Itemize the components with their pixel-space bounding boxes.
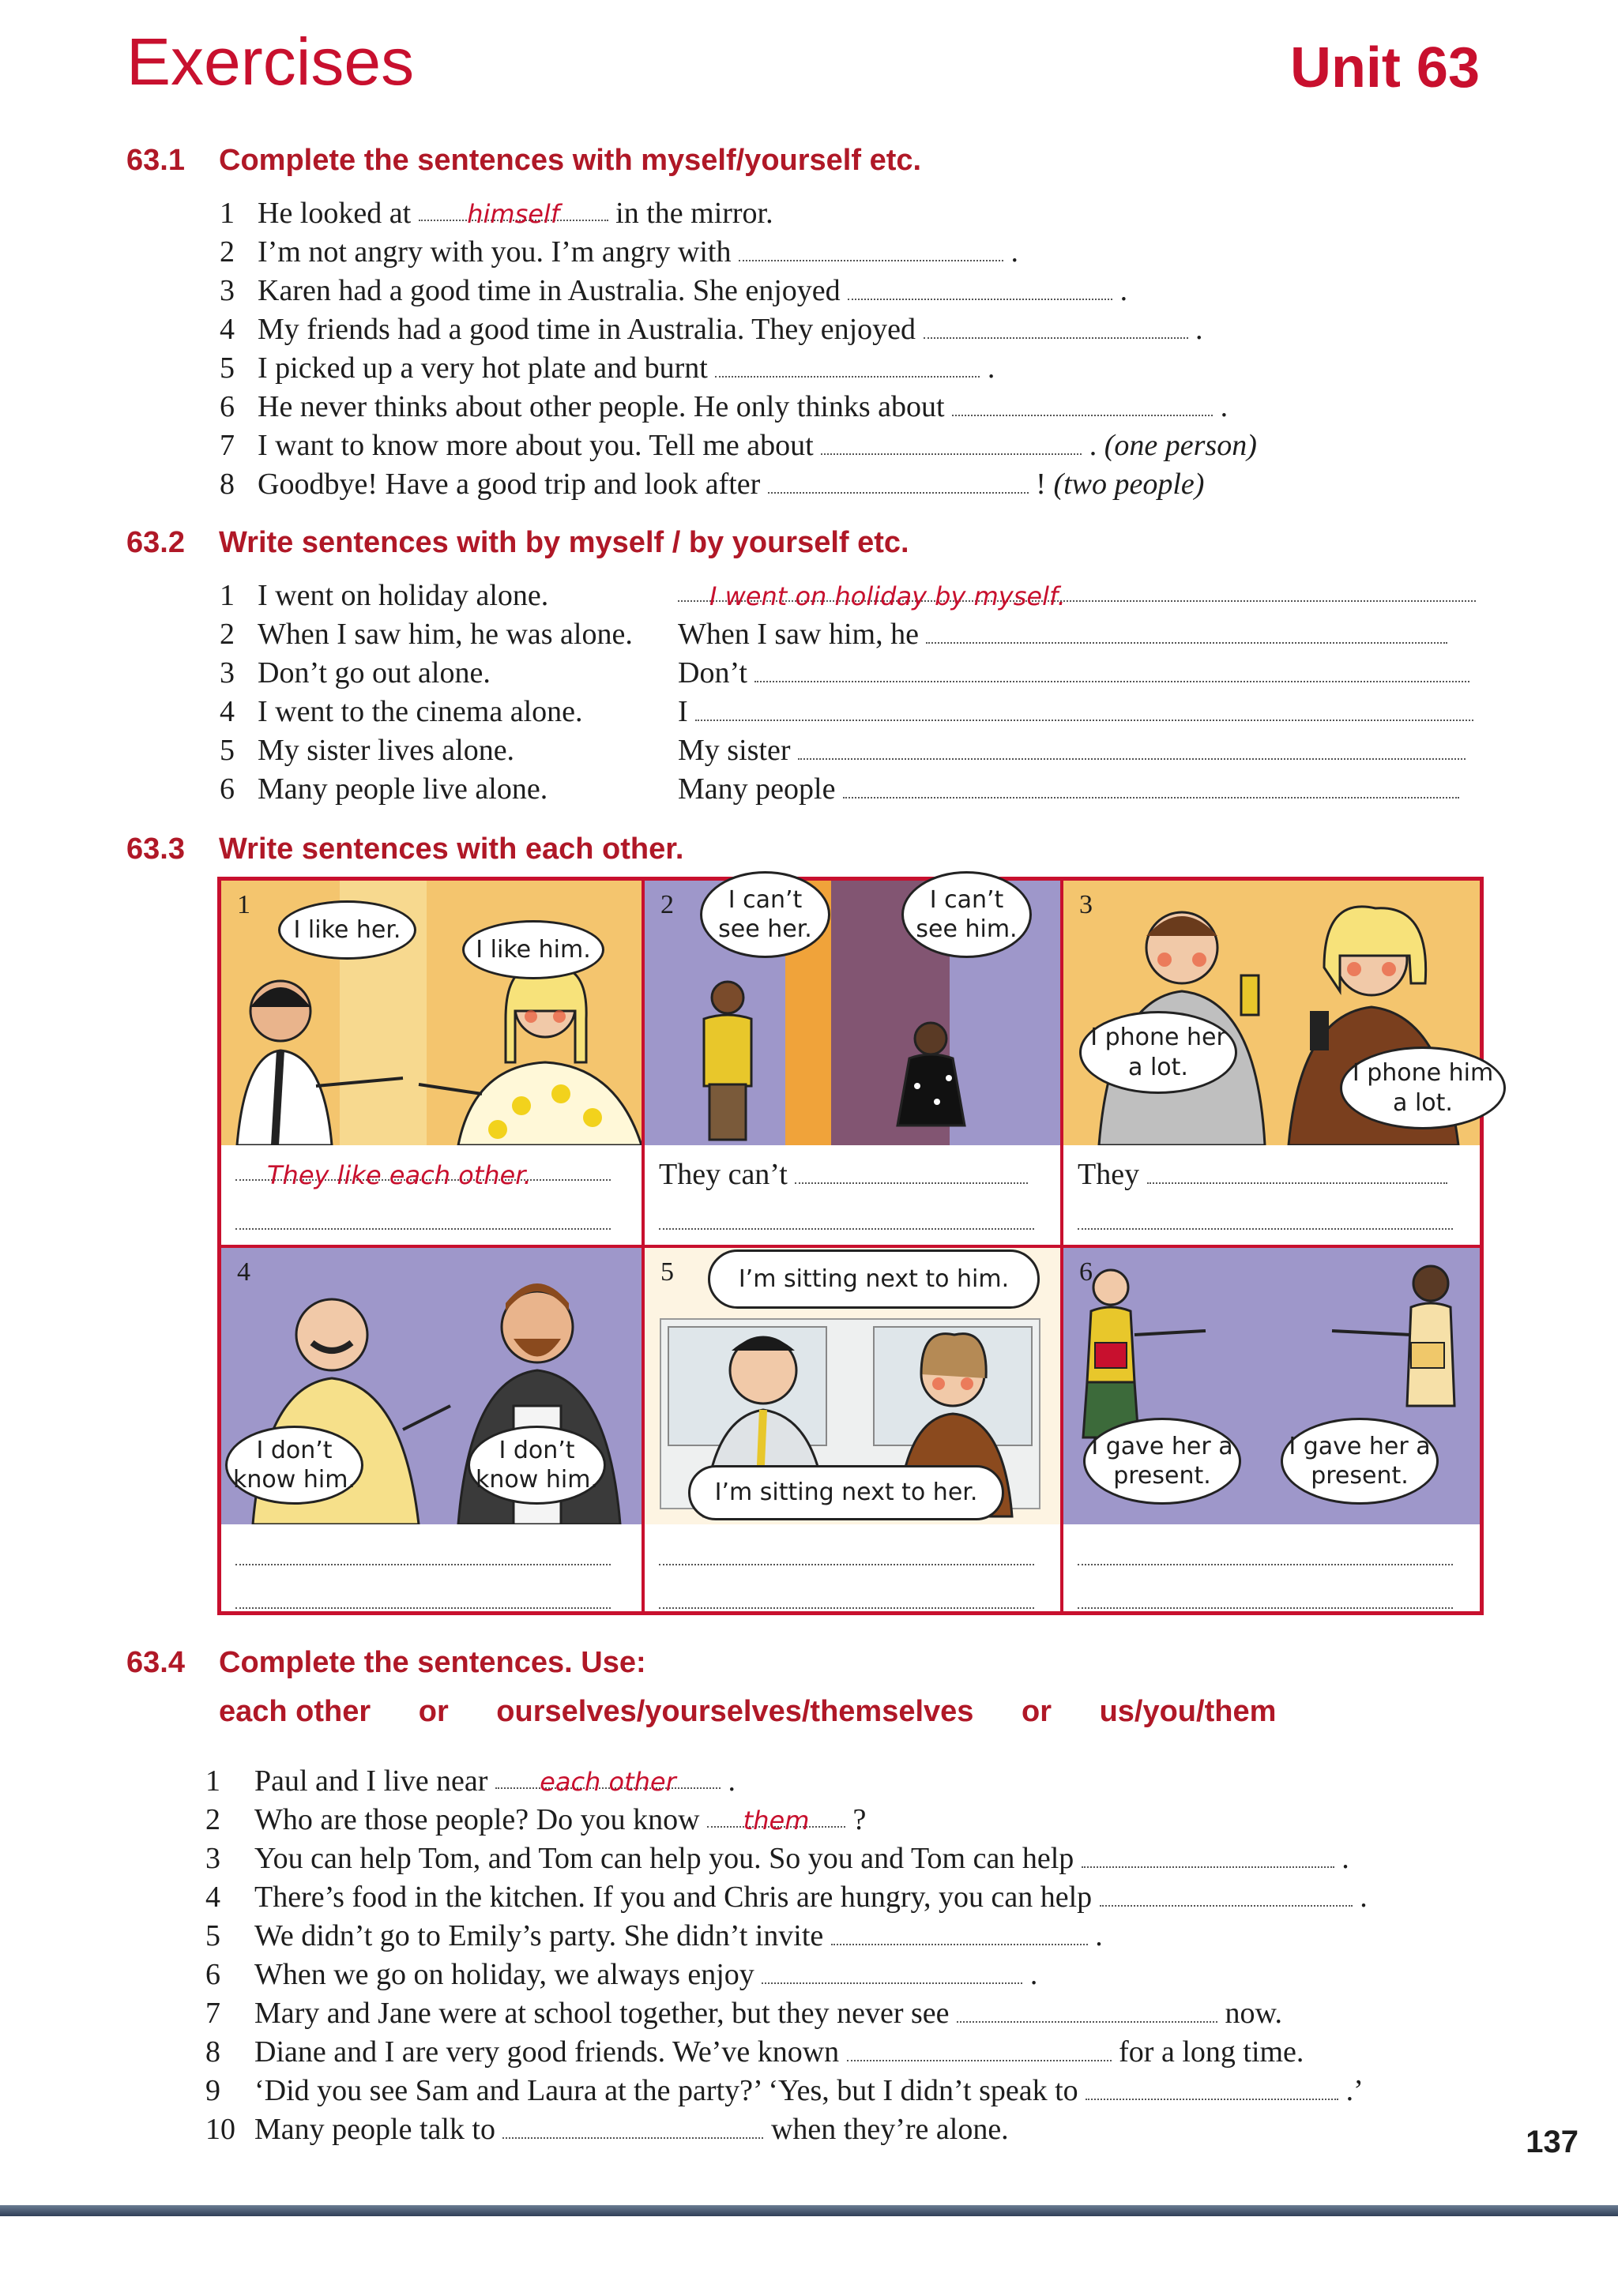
speech-bubble: I don’t know him. <box>468 1426 606 1505</box>
comic-panel-4 <box>220 1246 643 1613</box>
ex2-item-6 <box>220 772 547 806</box>
item-text: . <box>1360 1881 1368 1914</box>
answer-blank[interactable] <box>821 430 1082 455</box>
ex4-item-2 <box>205 1802 866 1837</box>
speech-bubble: I like him. <box>462 920 604 979</box>
item-text: When I saw him, he was alone. <box>258 618 633 651</box>
item-text: . <box>1220 390 1229 423</box>
option-object-pronoun: us/you/them <box>1099 1695 1277 1728</box>
speech-bubble: I gave her a present. <box>1281 1418 1439 1505</box>
speech-bubble: I like her. <box>278 900 416 960</box>
item-number: 8 <box>220 468 235 501</box>
item-text: I want to know more about you. Tell me about <box>258 429 814 462</box>
ex2-answer-1 <box>678 578 1476 613</box>
item-text: . <box>1195 313 1203 346</box>
item-number: 7 <box>205 1997 220 2030</box>
answer-blank[interactable] <box>659 1204 1034 1230</box>
ex4-item-6 <box>205 1957 1037 1992</box>
page-number: 137 <box>1526 2125 1578 2159</box>
answer-lead: I <box>678 695 688 728</box>
handwritten-answer: himself <box>467 199 560 229</box>
item-text: when they’re alone. <box>770 2113 1009 2146</box>
item-number: 5 <box>205 1919 220 1952</box>
item-text: . <box>1119 274 1128 307</box>
panel-number: 1 <box>237 890 250 919</box>
item-text: . <box>1029 1958 1038 1991</box>
answer-lead: They <box>1078 1158 1140 1191</box>
item-number: 4 <box>220 313 235 346</box>
item-text: I’m not angry with you. I’m angry with <box>258 235 732 269</box>
answer-blank[interactable] <box>1086 2075 1338 2100</box>
item-hint: (two people) <box>1053 468 1205 501</box>
panel-illustration <box>645 881 1060 1145</box>
option-separator: or <box>1022 1695 1052 1728</box>
answer-blank[interactable] <box>847 2036 1112 2061</box>
item-text: My sister lives alone. <box>258 734 515 767</box>
exercise-instruction: Complete the sentences with myself/yourself etc. <box>219 144 922 177</box>
answer-blank[interactable] <box>952 391 1213 416</box>
answer-blank[interactable] <box>1078 1584 1453 1609</box>
item-text: in the mirror. <box>615 197 773 230</box>
item-number: 1 <box>220 197 235 230</box>
answer-lead: They can’t <box>659 1158 788 1191</box>
item-number: 3 <box>220 656 235 690</box>
answer-blank[interactable] <box>235 1584 611 1609</box>
page-bottom-bar <box>0 2205 1618 2216</box>
panel-number: 5 <box>660 1257 674 1287</box>
item-number: 1 <box>205 1764 220 1798</box>
item-number: 2 <box>220 618 235 651</box>
answer-blank[interactable] <box>795 1159 1028 1184</box>
item-number: 6 <box>220 390 235 423</box>
option-each-other: each other <box>219 1695 371 1728</box>
answer-blank[interactable] <box>798 735 1466 760</box>
ex2-item-3 <box>220 656 491 690</box>
speech-bubble: I can’t see her. <box>700 871 830 958</box>
answer-blank[interactable] <box>843 773 1459 799</box>
item-number: 8 <box>205 2035 220 2069</box>
exercise-instruction: Complete the sentences. Use: <box>219 1646 646 1679</box>
item-number: 4 <box>205 1881 220 1914</box>
ex4-item-9 <box>205 2073 1364 2108</box>
ex2-answer-5 <box>678 733 1466 768</box>
item-number: 9 <box>205 2074 220 2107</box>
answer-blank[interactable] <box>235 1157 611 1190</box>
comic-panel-3 <box>1062 879 1494 1246</box>
exercise-63-4-heading <box>126 1646 646 1680</box>
item-text: ! <box>1036 468 1046 501</box>
comic-panel-1 <box>220 879 643 1246</box>
panel-illustration <box>221 1248 642 1524</box>
answer-blank[interactable] <box>419 196 608 229</box>
speech-bubble: I can’t see him. <box>901 871 1032 958</box>
item-text: Paul and I live near <box>254 1764 488 1798</box>
ex1-item-1 <box>220 196 773 231</box>
option-separator: or <box>418 1695 449 1728</box>
unit-label: Unit 63 <box>1289 36 1480 100</box>
answer-lead: My sister <box>678 734 791 767</box>
exercise-instruction: Write sentences with each other. <box>219 832 684 866</box>
panel-number: 4 <box>237 1257 250 1287</box>
panel-number: 6 <box>1079 1257 1093 1287</box>
item-text: Karen had a good time in Australia. She enjoyed <box>258 274 841 307</box>
item-number: 5 <box>220 734 235 767</box>
ex4-item-8 <box>205 2035 1304 2069</box>
item-text: . <box>1341 1842 1349 1875</box>
item-text: . <box>1095 1919 1103 1952</box>
item-text: My friends had a good time in Australia. They enjoyed <box>258 313 916 346</box>
answer-lead: When I saw him, he <box>678 618 919 651</box>
item-text: He never thinks about other people. He only thinks about <box>258 390 945 423</box>
answer-blank[interactable] <box>762 1959 1022 1984</box>
item-text: We didn’t go to Emily’s party. She didn’t invite <box>254 1919 824 1952</box>
exercise-number: 63.4 <box>126 1646 185 1679</box>
exercise-number: 63.3 <box>126 832 185 866</box>
word-options <box>219 1695 1276 1729</box>
answer-blank[interactable] <box>502 2114 763 2139</box>
handwritten-answer: each other <box>540 1767 676 1797</box>
exercise-63-2-heading <box>126 526 909 560</box>
panel-illustration <box>221 881 642 1145</box>
answer-blank[interactable] <box>739 236 1003 261</box>
panel-answer <box>1078 1157 1447 1192</box>
item-text: I went on holiday alone. <box>258 579 549 612</box>
answer-blank[interactable] <box>1147 1159 1447 1184</box>
item-text: . <box>987 351 995 385</box>
answer-blank[interactable] <box>695 696 1473 721</box>
option-reflexive: ourselves/yourselves/themselves <box>496 1695 974 1728</box>
exercise-instruction: Write sentences with by myself / by yourself etc. <box>219 526 909 559</box>
item-text: There’s food in the kitchen. If you and Chris are hungry, you can help <box>254 1881 1093 1914</box>
item-text: . <box>1010 235 1018 269</box>
answer-blank[interactable] <box>235 1540 611 1565</box>
item-text: Don’t go out alone. <box>258 656 491 690</box>
answer-lead: Don’t <box>678 656 747 690</box>
item-hint: (one person) <box>1104 429 1257 462</box>
exercise-63-3-heading <box>126 832 683 866</box>
answer-blank[interactable] <box>768 468 1029 494</box>
comic-panel-5 <box>643 1246 1062 1613</box>
answer-blank[interactable] <box>1078 1540 1453 1565</box>
panel-illustration <box>645 1248 1060 1524</box>
ex2-answer-3 <box>678 656 1469 690</box>
item-number: 10 <box>205 2113 235 2146</box>
answer-lead: Many people <box>678 772 836 806</box>
speech-bubble: I phone him a lot. <box>1340 1047 1506 1129</box>
ex2-item-2 <box>220 617 633 652</box>
page-title: Exercises <box>126 24 415 99</box>
item-number: 2 <box>205 1803 220 1836</box>
answer-blank[interactable] <box>495 1764 721 1797</box>
ex4-item-7 <box>205 1996 1282 2031</box>
ex2-item-1 <box>220 578 548 613</box>
answer-blank[interactable] <box>926 618 1447 644</box>
answer-blank[interactable] <box>754 657 1469 682</box>
ex2-answer-4 <box>678 694 1473 729</box>
ex2-answer-2 <box>678 617 1447 652</box>
item-text: Goodbye! Have a good trip and look after <box>258 468 761 501</box>
speech-bubble: I don’t know him. <box>225 1426 363 1505</box>
item-text: now. <box>1225 1997 1283 2030</box>
answer-blank[interactable] <box>707 1802 845 1836</box>
ex1-item-3 <box>220 273 1127 308</box>
item-number: 4 <box>220 695 235 728</box>
item-number: 6 <box>205 1958 220 1991</box>
exercise-63-1-heading <box>126 144 921 178</box>
item-text: Diane and I are very good friends. We’ve known <box>254 2035 840 2069</box>
item-text: You can help Tom, and Tom can help you. So you and Tom can help <box>254 1842 1074 1875</box>
answer-blank[interactable] <box>678 578 1476 611</box>
panel-answer <box>659 1157 1028 1192</box>
ex2-answer-6 <box>678 772 1459 806</box>
handwritten-answer: They like each other. <box>267 1160 532 1190</box>
speech-bubble: I’m sitting next to her. <box>688 1465 1004 1520</box>
ex1-item-6 <box>220 389 1228 424</box>
item-text: ‘Did you see Sam and Laura at the party?’ ‘Yes, but I didn’t speak to <box>254 2074 1078 2107</box>
item-text: Many people live alone. <box>258 772 548 806</box>
item-number: 5 <box>220 351 235 385</box>
handwritten-answer: them <box>743 1806 810 1836</box>
item-number: 2 <box>220 235 235 269</box>
answer-blank[interactable] <box>1078 1204 1453 1230</box>
item-text: .’ <box>1345 2074 1364 2107</box>
answer-blank[interactable] <box>715 352 980 378</box>
answer-blank[interactable] <box>659 1584 1034 1609</box>
ex4-item-10 <box>205 2112 1009 2147</box>
exercise-number: 63.2 <box>126 526 185 559</box>
ex1-item-5 <box>220 351 995 385</box>
comic-panel-6 <box>1062 1246 1481 1613</box>
panel-number: 2 <box>660 890 674 919</box>
item-text: When we go on holiday, we always enjoy <box>254 1958 754 1991</box>
panel-number: 3 <box>1079 890 1093 919</box>
item-number: 3 <box>220 274 235 307</box>
panel-illustration <box>1063 881 1494 1145</box>
item-text: . <box>728 1764 736 1798</box>
ex1-item-8 <box>220 467 1204 502</box>
speech-bubble: I gave her a present. <box>1083 1418 1241 1505</box>
ex1-item-7 <box>220 428 1257 463</box>
exercise-number: 63.1 <box>126 144 185 177</box>
item-number: 6 <box>220 772 235 806</box>
answer-blank[interactable] <box>848 275 1112 300</box>
item-text: ? <box>852 1803 867 1836</box>
comic-grid <box>217 877 1494 1615</box>
panel-illustration <box>1063 1248 1480 1524</box>
item-text: I picked up a very hot plate and burnt <box>258 351 708 385</box>
answer-blank[interactable] <box>957 1997 1217 2023</box>
comic-panel-2 <box>643 879 1062 1246</box>
ex4-item-1 <box>205 1764 736 1798</box>
answer-blank[interactable] <box>659 1540 1034 1565</box>
ex2-item-4 <box>220 694 583 729</box>
item-text: Many people talk to <box>254 2113 495 2146</box>
ex4-item-5 <box>205 1918 1103 1953</box>
item-text: He looked at <box>258 197 412 230</box>
ex4-item-4 <box>205 1880 1368 1915</box>
item-number: 7 <box>220 429 235 462</box>
ex2-item-5 <box>220 733 514 768</box>
answer-blank[interactable] <box>831 1920 1088 1945</box>
panel-answer <box>235 1157 611 1192</box>
answer-blank[interactable] <box>1100 1881 1353 1907</box>
speech-bubble: I phone her a lot. <box>1079 1011 1237 1094</box>
ex4-item-3 <box>205 1841 1349 1876</box>
handwritten-answer: I went on holiday by myself. <box>709 581 1066 611</box>
item-text: Who are those people? Do you know <box>254 1803 700 1836</box>
speech-bubble: I’m sitting next to him. <box>708 1249 1040 1309</box>
answer-blank[interactable] <box>924 314 1188 339</box>
item-text: I went to the cinema alone. <box>258 695 583 728</box>
item-text: for a long time. <box>1119 2035 1304 2069</box>
item-number: 3 <box>205 1842 220 1875</box>
item-number: 1 <box>220 579 235 612</box>
answer-blank[interactable] <box>235 1204 611 1230</box>
item-text: Mary and Jane were at school together, but they never see <box>254 1997 950 2030</box>
ex1-item-2 <box>220 235 1018 269</box>
ex1-item-4 <box>220 312 1203 347</box>
answer-blank[interactable] <box>1082 1843 1334 1868</box>
item-text: . <box>1089 429 1097 462</box>
